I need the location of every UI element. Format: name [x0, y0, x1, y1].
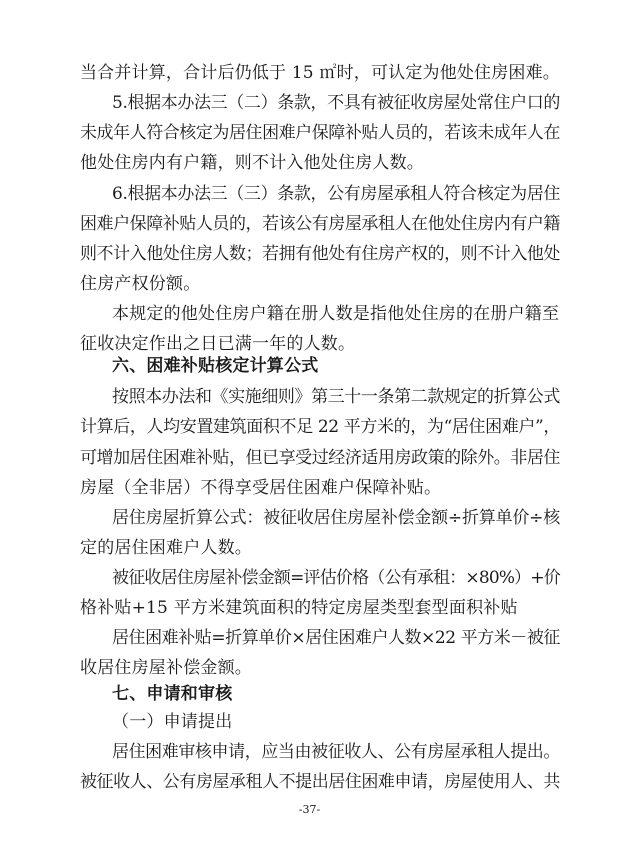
- text-line: 定的居住困难户人数。: [80, 538, 252, 558]
- text-line: 被征收人、公有房屋承租人不提出居住困难申请，房屋使用人、共: [80, 772, 560, 792]
- text-line: 计算后，人均安置建筑面积不足 22 平方米的，为“居住困难户”，: [80, 417, 560, 437]
- text-line: 困难户保障补贴人员的，若该公有房屋承租人在他处住房内有户籍: [80, 214, 560, 234]
- subsection-heading: （一）申请提出: [112, 712, 233, 732]
- text-line: 可增加居住困难补贴，但已享受过经济适用房政策的除外。非居住: [80, 448, 560, 468]
- text-line: 征收决定作出之日已满一年的人数。: [80, 334, 356, 354]
- text-line: 居住房屋折算公式：被征收居住房屋补偿金额÷折算单价÷核: [112, 508, 560, 528]
- text-line: 未成年人符合核定为居住困难户保障补贴人员的，若该未成年人在: [80, 123, 560, 143]
- text-line: 居住困难补贴=折算单价×居住困难户人数×22 平方米－被征: [112, 628, 560, 648]
- text-line: 则不计入他处住房人数；若拥有他处有住房产权的，则不计入他处: [80, 244, 560, 264]
- text-line: 他处住房内有户籍，则不计入他处住房人数。: [80, 153, 424, 173]
- text-line: 按照本办法和《实施细则》第三十一条第二款规定的折算公式: [112, 387, 560, 407]
- section-heading: 七、申请和审核: [112, 684, 233, 704]
- text-line: 住房产权份额。: [80, 274, 201, 294]
- text-line: 被征收居住房屋补偿金额=评估价格（公有承租：×80%）+价: [112, 568, 560, 588]
- text-line: 6.根据本办法三（三）条款，公有房屋承租人符合核定为居住: [112, 184, 560, 204]
- page-number: -37-: [298, 803, 321, 816]
- section-heading: 六、困难补贴核定计算公式: [112, 356, 319, 376]
- text-line: 房屋（全非居）不得享受居住困难户保障补贴。: [80, 478, 442, 498]
- text-line: 居住困难审核申请，应当由被征收人、公有房屋承租人提出。: [112, 742, 560, 762]
- text-line: 收居住房屋补偿金额。: [80, 658, 252, 678]
- text-line: 格补贴+15 平方米建筑面积的特定房屋类型套型面积补贴: [80, 598, 518, 618]
- text-line: 本规定的他处住房户籍在册人数是指他处住房的在册户籍至: [112, 304, 560, 324]
- text-line: 5.根据本办法三（二）条款，不具有被征收房屋处常住户口的: [112, 93, 560, 113]
- text-line: 当合并计算，合计后仍低于 15 ㎡时，可认定为他处住房困难。: [80, 63, 560, 83]
